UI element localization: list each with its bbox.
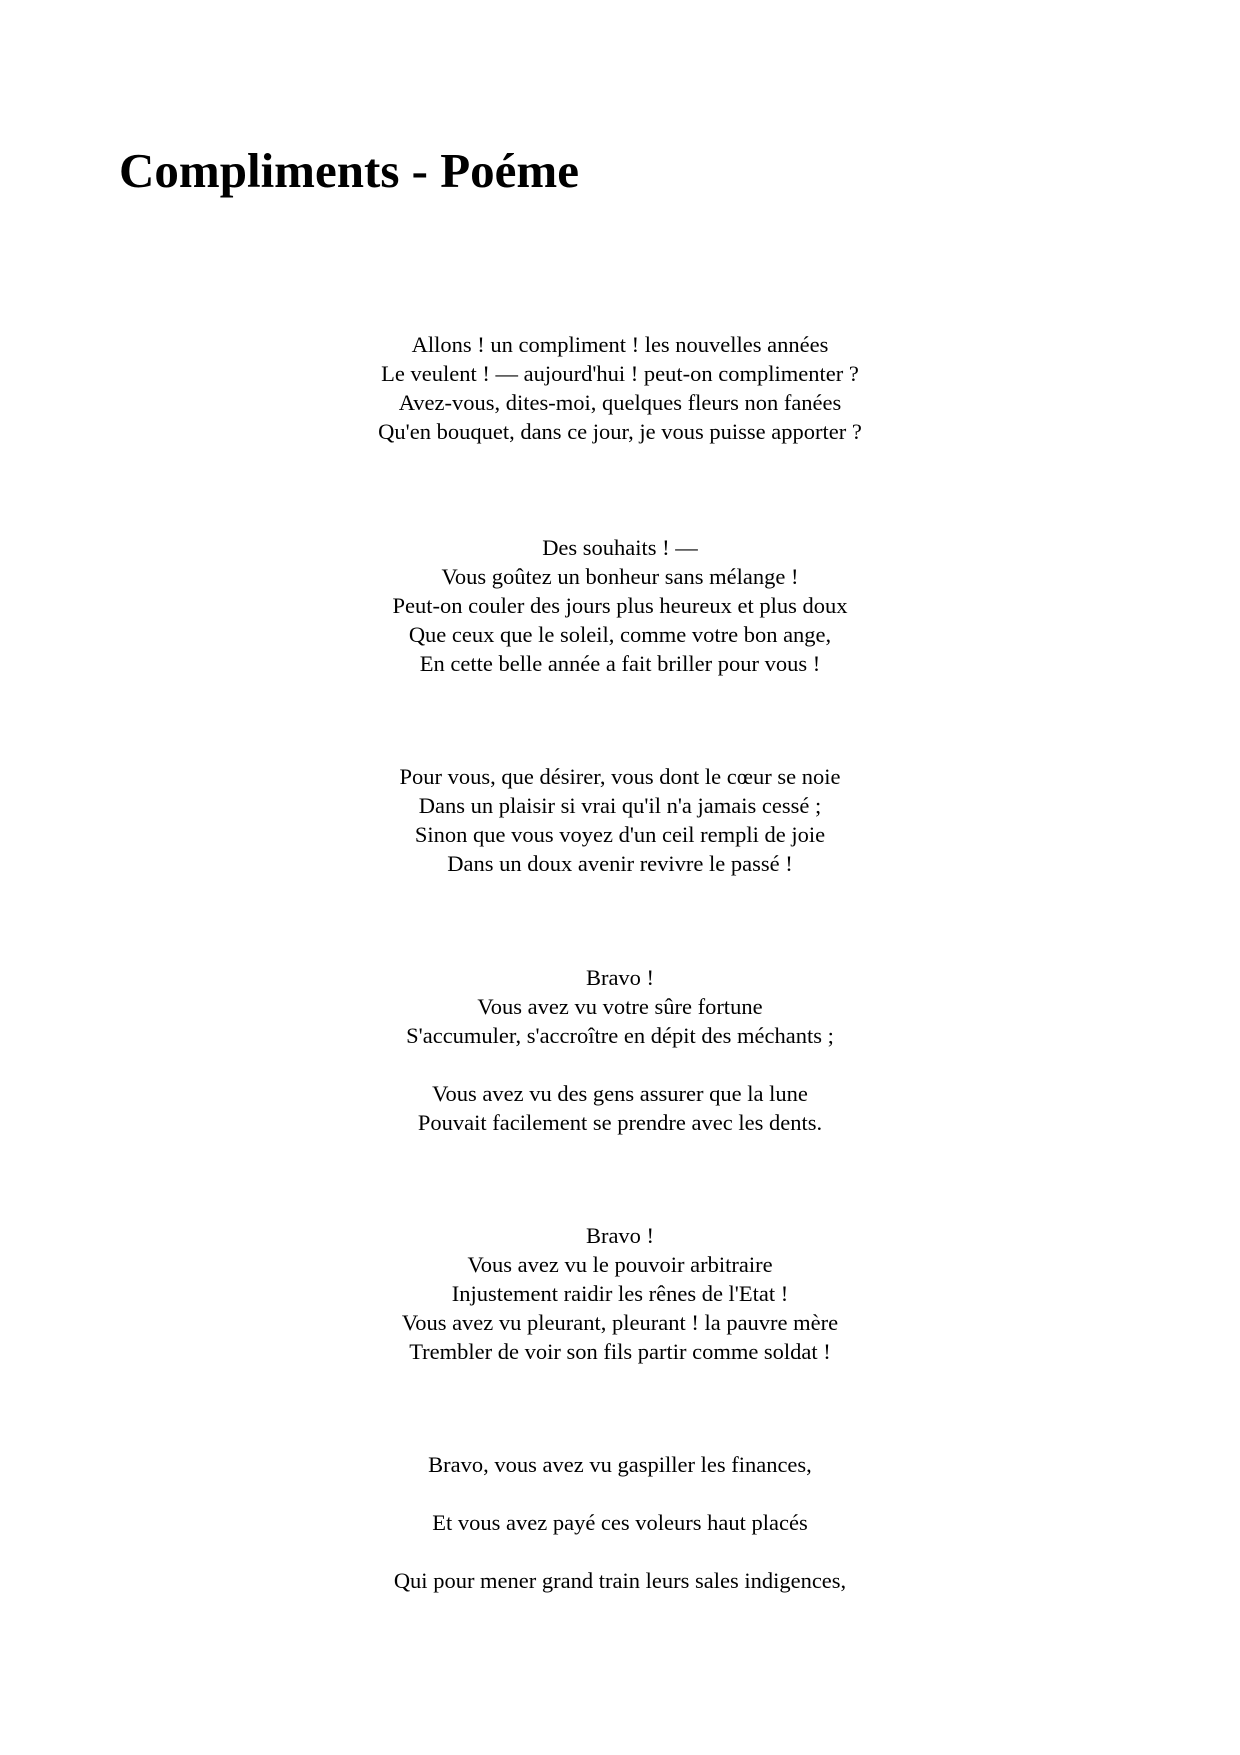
poem-line: Bravo ! xyxy=(585,1223,655,1248)
poem-line: Vous avez vu votre sûre fortune xyxy=(477,994,763,1019)
poem-line: Vous avez vu le pouvoir arbitraire xyxy=(467,1252,773,1277)
poem-line: Vous goûtez un bonheur sans mélange ! xyxy=(441,564,799,589)
poem-line: Le veulent ! — aujourd'hui ! peut-on complimenter ? xyxy=(381,361,859,386)
poem-line: Bravo ! xyxy=(585,965,655,990)
poem-line: Bravo, vous avez vu gaspiller les finances, xyxy=(428,1452,812,1477)
poem-line: Qu'en bouquet, dans ce jour, je vous puisse apporter ? xyxy=(378,419,862,444)
poem-line: Et vous avez payé ces voleurs haut placés xyxy=(432,1510,808,1535)
poem-line: Pour vous, que désirer, vous dont le cœur se noie xyxy=(399,764,841,789)
stanza-2 xyxy=(0,533,1240,678)
poem-line: Injustement raidir les rênes de l'Etat ! xyxy=(451,1281,789,1306)
poem-line: Vous avez vu pleurant, pleurant ! la pauvre mère xyxy=(401,1310,839,1335)
poem-line: Vous avez vu des gens assurer que la lune xyxy=(432,1081,808,1106)
stanza-5 xyxy=(0,1221,1240,1366)
poem-line: Que ceux que le soleil, comme votre bon ange, xyxy=(408,622,832,647)
poem-line: S'accumuler, s'accroître en dépit des méchants ; xyxy=(406,1023,834,1048)
stanza-3 xyxy=(0,762,1240,878)
poem-line: Avez-vous, dites-moi, quelques fleurs non fanées xyxy=(398,390,842,415)
poem-line xyxy=(0,1050,1240,1079)
stanza-6 xyxy=(0,1450,1240,1595)
stanza-4 xyxy=(0,963,1240,1137)
poem-line: Pouvait facilement se prendre avec les dents. xyxy=(417,1110,823,1135)
poem-line: Dans un doux avenir revivre le passé ! xyxy=(447,851,793,876)
poem-line: Sinon que vous voyez d'un ceil rempli de joie xyxy=(414,822,826,847)
poem-line: Des souhaits ! — xyxy=(542,535,698,560)
poem-line: Trembler de voir son fils partir comme soldat ! xyxy=(409,1339,831,1364)
poem-line: Dans un plaisir si vrai qu'il n'a jamais cessé ; xyxy=(418,793,822,818)
poem-line: Qui pour mener grand train leurs sales indigences, xyxy=(393,1568,847,1593)
poem-line: Allons ! un compliment ! les nouvelles années xyxy=(411,332,829,357)
page-title: Compliments - Poéme xyxy=(119,143,579,198)
poem-line: Peut-on couler des jours plus heureux et plus doux xyxy=(392,593,848,618)
poem-line: En cette belle année a fait briller pour vous ! xyxy=(419,651,821,676)
stanza-1 xyxy=(0,330,1240,446)
